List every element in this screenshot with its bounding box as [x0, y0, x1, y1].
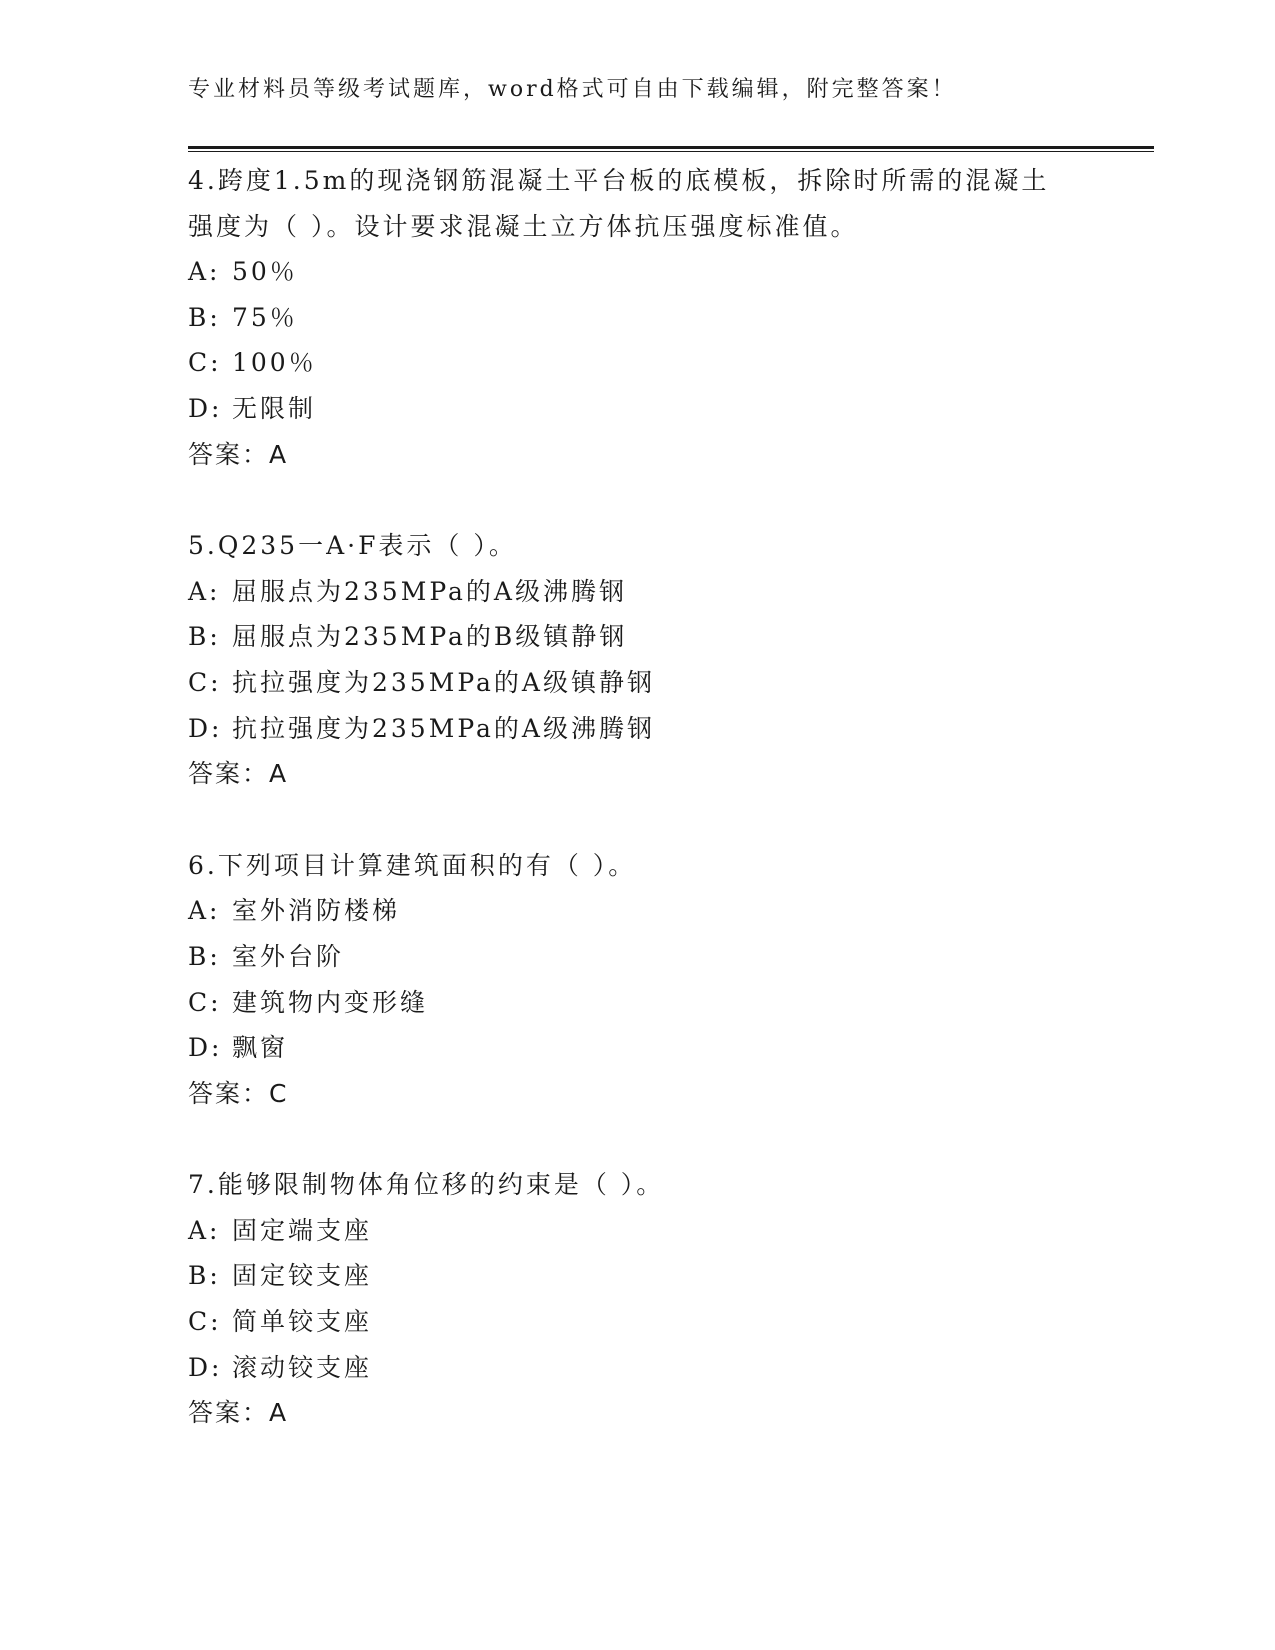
option-letter: D: — [188, 1033, 223, 1063]
option-letter: C: — [188, 987, 222, 1017]
option-a — [188, 1208, 1088, 1254]
question-stem: 5.Q235一A·F表示（ ）。 — [188, 531, 517, 561]
option-c — [188, 1299, 1088, 1345]
header-rule-thick — [188, 146, 1154, 149]
option-d — [188, 1345, 1088, 1391]
option-text: 屈服点为235MPa的B级镇静钢 — [232, 622, 628, 652]
answer-line: 答案：A — [188, 1398, 289, 1428]
page-header: 专业材料员等级考试题库，word格式可自由下载编辑，附完整答案！ — [188, 77, 957, 102]
option-letter: B: — [188, 1261, 221, 1291]
question-5 — [188, 523, 1088, 797]
option-c — [188, 980, 1088, 1026]
option-text: 无限制 — [232, 393, 317, 423]
option-letter: B: — [188, 622, 221, 652]
option-text: 建筑物内变形缝 — [232, 987, 429, 1017]
option-letter: C: — [188, 667, 222, 697]
option-text: 简单铰支座 — [232, 1307, 373, 1337]
option-text: 滚动铰支座 — [232, 1352, 373, 1382]
option-a — [188, 569, 1088, 615]
option-letter: D: — [188, 1352, 223, 1382]
option-c — [188, 340, 1088, 386]
option-letter: C: — [188, 1307, 222, 1337]
answer-line: 答案：C — [188, 1078, 289, 1108]
answer-line: 答案：A — [188, 759, 289, 789]
option-letter: C: — [188, 348, 222, 378]
header-rule-thin — [188, 151, 1154, 152]
question-stem: 强度为（ ）。设计要求混凝土立方体抗压强度标准值。 — [188, 211, 859, 241]
question-list — [188, 158, 1088, 1482]
option-text: 100％ — [232, 348, 317, 378]
option-text: 固定铰支座 — [232, 1261, 373, 1291]
question-4 — [188, 158, 1088, 477]
option-letter: D: — [188, 713, 223, 743]
option-b — [188, 295, 1088, 341]
option-b — [188, 614, 1088, 660]
question-stem: 4.跨度1.5m的现浇钢筋混凝土平台板的底模板，拆除时所需的混凝土 — [188, 166, 1050, 195]
option-text: 75％ — [232, 302, 298, 332]
option-letter: A: — [188, 576, 221, 606]
option-letter: A: — [188, 1215, 221, 1245]
option-c — [188, 660, 1088, 706]
option-text: 50％ — [232, 257, 298, 287]
option-text: 飘窗 — [232, 1033, 289, 1063]
option-letter: B: — [188, 941, 221, 971]
option-text: 室外消防楼梯 — [232, 896, 401, 926]
question-7 — [188, 1162, 1088, 1436]
option-d — [188, 1025, 1088, 1071]
option-text: 抗拉强度为235MPa的A级镇静钢 — [232, 667, 655, 697]
option-text: 屈服点为235MPa的A级沸腾钢 — [232, 576, 627, 606]
option-a — [188, 249, 1088, 295]
option-letter: A: — [188, 257, 221, 287]
option-letter: A: — [188, 896, 221, 926]
question-stem: 6.下列项目计算建筑面积的有（ ）。 — [188, 850, 637, 880]
option-d — [188, 386, 1088, 432]
option-text: 固定端支座 — [232, 1215, 373, 1245]
option-letter: B: — [188, 302, 221, 332]
option-b — [188, 934, 1088, 980]
option-text: 室外台阶 — [232, 941, 345, 971]
answer-line: 答案：A — [188, 439, 289, 469]
option-letter: D: — [188, 393, 223, 423]
option-b — [188, 1253, 1088, 1299]
option-a — [188, 888, 1088, 934]
question-6 — [188, 843, 1088, 1117]
question-stem: 7.能够限制物体角位移的约束是（ ）。 — [188, 1170, 665, 1200]
option-d — [188, 706, 1088, 752]
option-text: 抗拉强度为235MPa的A级沸腾钢 — [232, 713, 655, 743]
